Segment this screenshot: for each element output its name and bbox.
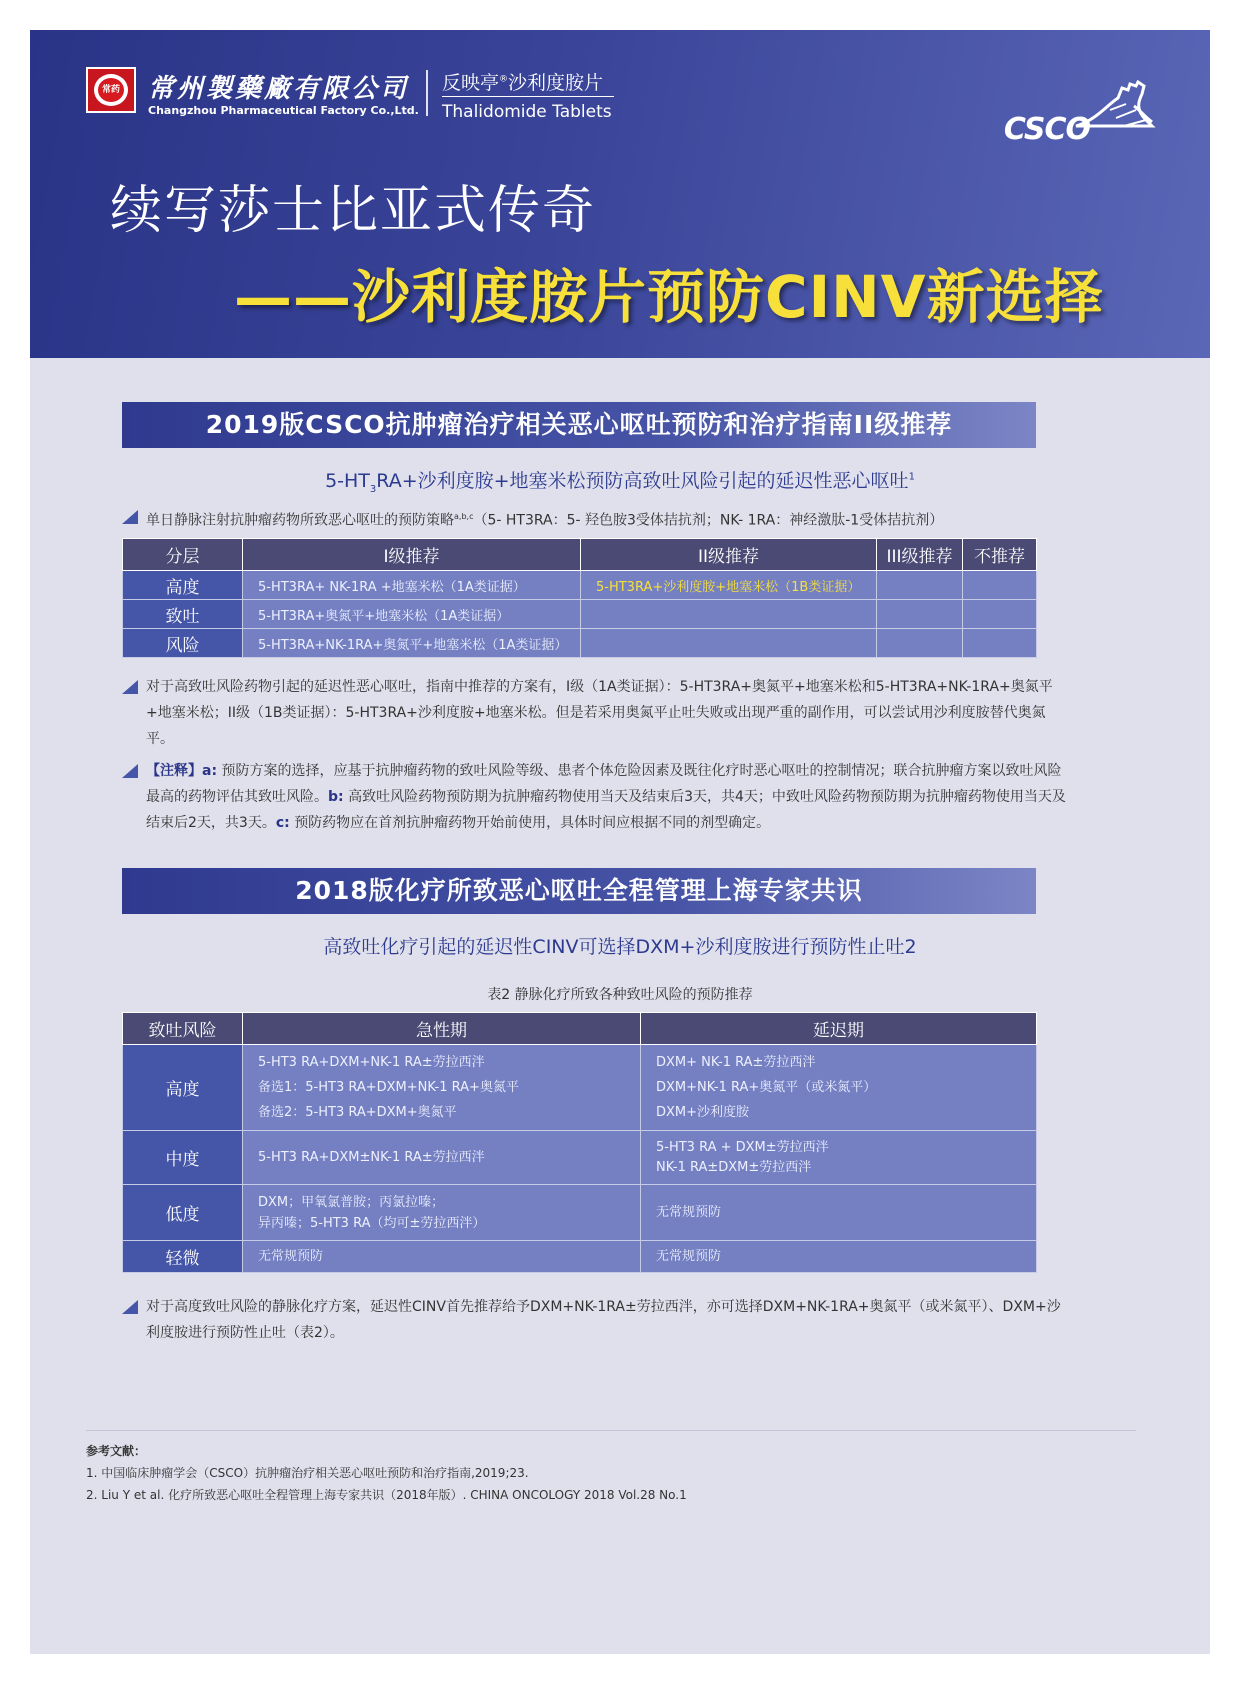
table-header: 致吐风险 bbox=[123, 1013, 243, 1045]
bullet-triangle-icon bbox=[122, 1300, 138, 1314]
table-cell: DXM+ NK-1 RA±劳拉西泮 DXM+NK-1 RA+奥氮平（或米氮平） DXM+沙利度胺 bbox=[641, 1045, 1037, 1131]
product-name-en: Thalidomide Tablets bbox=[442, 102, 612, 122]
main-title-line2: ——沙利度胺片预防CINV新选择 bbox=[234, 263, 1104, 331]
row-head: 高度 bbox=[123, 1045, 243, 1131]
main-title-line1: 续写莎士比亚式传奇 bbox=[110, 181, 597, 241]
table1-intro: 单日静脉注射抗肿瘤药物所致恶心呕吐的预防策略$^{a,b,c}$（5- HT3RA：5- 羟色胺3受体拮抗剂；NK- 1RA：神经激肽-1受体拮抗剂） bbox=[146, 512, 944, 529]
row-head: 风险 bbox=[123, 629, 243, 658]
table-header: 急性期 bbox=[243, 1013, 641, 1045]
notes-paragraph: 【注释】a: 预防方案的选择，应基于抗肿瘤药物的致吐风险等级、患者个体危险因素及既往化疗时恶心呕吐的控制情况；联合抗肿瘤方案以致吐风险最高的药物评估其致吐风险。b: 高致吐风险药物预防期为抗肿瘤药物使用当天及结束后3天，共4天；中致吐风险药物预防期为抗肿瘤药物使用当天及结束后2天，共3天。c: 预防药物应在首剂抗肿瘤药物开始前使用，具体时间应根据不同的剂型确定。 bbox=[146, 763, 1066, 831]
table-cell: 无常规预防 bbox=[243, 1241, 641, 1273]
table-cell-highlight: 5-HT3RA+沙利度胺+地塞米松（1B类证据） bbox=[581, 571, 877, 600]
table-header: III级推荐 bbox=[877, 539, 963, 571]
table-cell bbox=[877, 629, 963, 658]
highlight-text: DXM+沙利度胺 bbox=[656, 1105, 750, 1120]
table-cell: 5-HT3 RA+DXM+NK-1 RA±劳拉西泮 备选1：5-HT3 RA+DXM+NK-1 RA+奥氮平 备选2：5-HT3 RA+DXM+奥氮平 bbox=[243, 1045, 641, 1131]
section2-subtitle: 高致吐化疗引起的延迟性CINV可选择DXM+沙利度胺进行预防性止吐2 bbox=[323, 936, 917, 958]
table-cell bbox=[581, 600, 877, 629]
logo-text: 常药 bbox=[98, 78, 124, 102]
table-header: 延迟期 bbox=[641, 1013, 1037, 1045]
table-header: II级推荐 bbox=[581, 539, 877, 571]
table-header-row bbox=[123, 539, 1037, 571]
table-header: 不推荐 bbox=[963, 539, 1037, 571]
table-row bbox=[123, 1045, 1037, 1131]
table-row bbox=[123, 1131, 1037, 1185]
company-logo bbox=[86, 67, 136, 113]
table-header-row bbox=[123, 1013, 1037, 1045]
recommendation-paragraph: 对于高致吐风险药物引起的延迟性恶心呕吐，指南中推荐的方案有，I级（1A类证据）：5-HT3RA+奥氮平+地塞米松和5-HT3RA+NK-1RA+奥氮平+地塞米松；II级（1B类证据）：5-HT3RA+沙利度胺+地塞米松。但是若采用奥氮平止吐失败或出现严重的副作用，可以尝试用沙利度胺替代奥氮平。 bbox=[146, 679, 1053, 747]
references-divider bbox=[86, 1430, 1136, 1431]
table-header: I级推荐 bbox=[243, 539, 581, 571]
table-cell: 5-HT3RA+奥氮平+地塞米松（1A类证据） bbox=[243, 600, 581, 629]
table-cell bbox=[963, 600, 1037, 629]
table-row bbox=[123, 571, 1037, 600]
row-head: 致吐 bbox=[123, 600, 243, 629]
header-banner bbox=[30, 30, 1210, 358]
csco-logo-text: CSCO bbox=[1003, 112, 1090, 147]
bullet-triangle-icon bbox=[122, 764, 138, 778]
guideline-table bbox=[122, 538, 1037, 658]
table-cell: 5-HT3 RA + DXM±劳拉西泮 NK-1 RA±DXM±劳拉西泮 bbox=[641, 1131, 1037, 1185]
company-name-cn: 常州製藥廠有限公司 bbox=[148, 74, 410, 104]
header-divider bbox=[426, 70, 428, 116]
page bbox=[30, 30, 1210, 1654]
reference-item: 1. 中国临床肿瘤学会（CSCO）抗肿瘤治疗相关恶心呕吐预防和治疗指南,2019;23. bbox=[86, 1466, 529, 1480]
table-cell: 无常规预防 bbox=[641, 1185, 1037, 1241]
row-head: 轻微 bbox=[123, 1241, 243, 1273]
bullet-triangle-icon bbox=[122, 680, 138, 694]
table-cell bbox=[877, 571, 963, 600]
row-head: 低度 bbox=[123, 1185, 243, 1241]
section2-banner: 2018版化疗所致恶心呕吐全程管理上海专家共识 bbox=[122, 868, 1036, 914]
table-cell bbox=[963, 629, 1037, 658]
table2-caption: 表2 静脉化疗所致各种致吐风险的预防推荐 bbox=[487, 987, 753, 1003]
table-cell: 5-HT3RA+ NK-1RA +地塞米松（1A类证据） bbox=[243, 571, 581, 600]
table-cell bbox=[963, 571, 1037, 600]
table-cell: DXM；甲氧氯普胺；丙氯拉嗪； 异丙嗪；5-HT3 RA（均可±劳拉西泮） bbox=[243, 1185, 641, 1241]
summary-paragraph: 对于高度致吐风险的静脉化疗方案，延迟性CINV首先推荐给予DXM+NK-1RA±劳拉西泮，亦可选择DXM+NK-1RA+奥氮平（或米氮平）、DXM+沙利度胺进行预防性止吐（表2）。 bbox=[146, 1299, 1061, 1341]
table-cell: 5-HT3RA+NK-1RA+奥氮平+地塞米松（1A类证据） bbox=[243, 629, 581, 658]
table-header: 分层 bbox=[123, 539, 243, 571]
references-title: 参考文献： bbox=[86, 1444, 147, 1458]
company-name-en: Changzhou Pharmaceutical Factory Co.,Ltd. bbox=[148, 104, 419, 117]
product-name-cn: 反映亭®沙利度胺片 bbox=[442, 72, 604, 94]
reference-item: 2. Liu Y et al. 化疗所致恶心呕吐全程管理上海专家共识（2018年版）. CHINA ONCOLOGY 2018 Vol.28 No.1 bbox=[86, 1488, 687, 1502]
table-row bbox=[123, 1241, 1037, 1273]
table-row bbox=[123, 1185, 1037, 1241]
section1-banner: 2019版CSCO抗肿瘤治疗相关恶心呕吐预防和治疗指南II级推荐 bbox=[122, 402, 1036, 448]
row-head: 高度 bbox=[123, 571, 243, 600]
table-row bbox=[123, 600, 1037, 629]
table-cell: 5-HT3 RA+DXM±NK-1 RA±劳拉西泮 bbox=[243, 1131, 641, 1185]
section1-subtitle: $5-HT_3RA+$沙利度胺+地塞米松预防高致吐风险引起的延迟性恶心呕吐$^1$ bbox=[325, 470, 915, 495]
row-head: 中度 bbox=[123, 1131, 243, 1185]
bullet-triangle-icon bbox=[122, 510, 138, 524]
table-cell: 无常规预防 bbox=[641, 1241, 1037, 1273]
risk-table bbox=[122, 1012, 1037, 1273]
product-underline bbox=[442, 96, 614, 97]
table-cell bbox=[581, 629, 877, 658]
table-row bbox=[123, 629, 1037, 658]
table-cell bbox=[877, 600, 963, 629]
